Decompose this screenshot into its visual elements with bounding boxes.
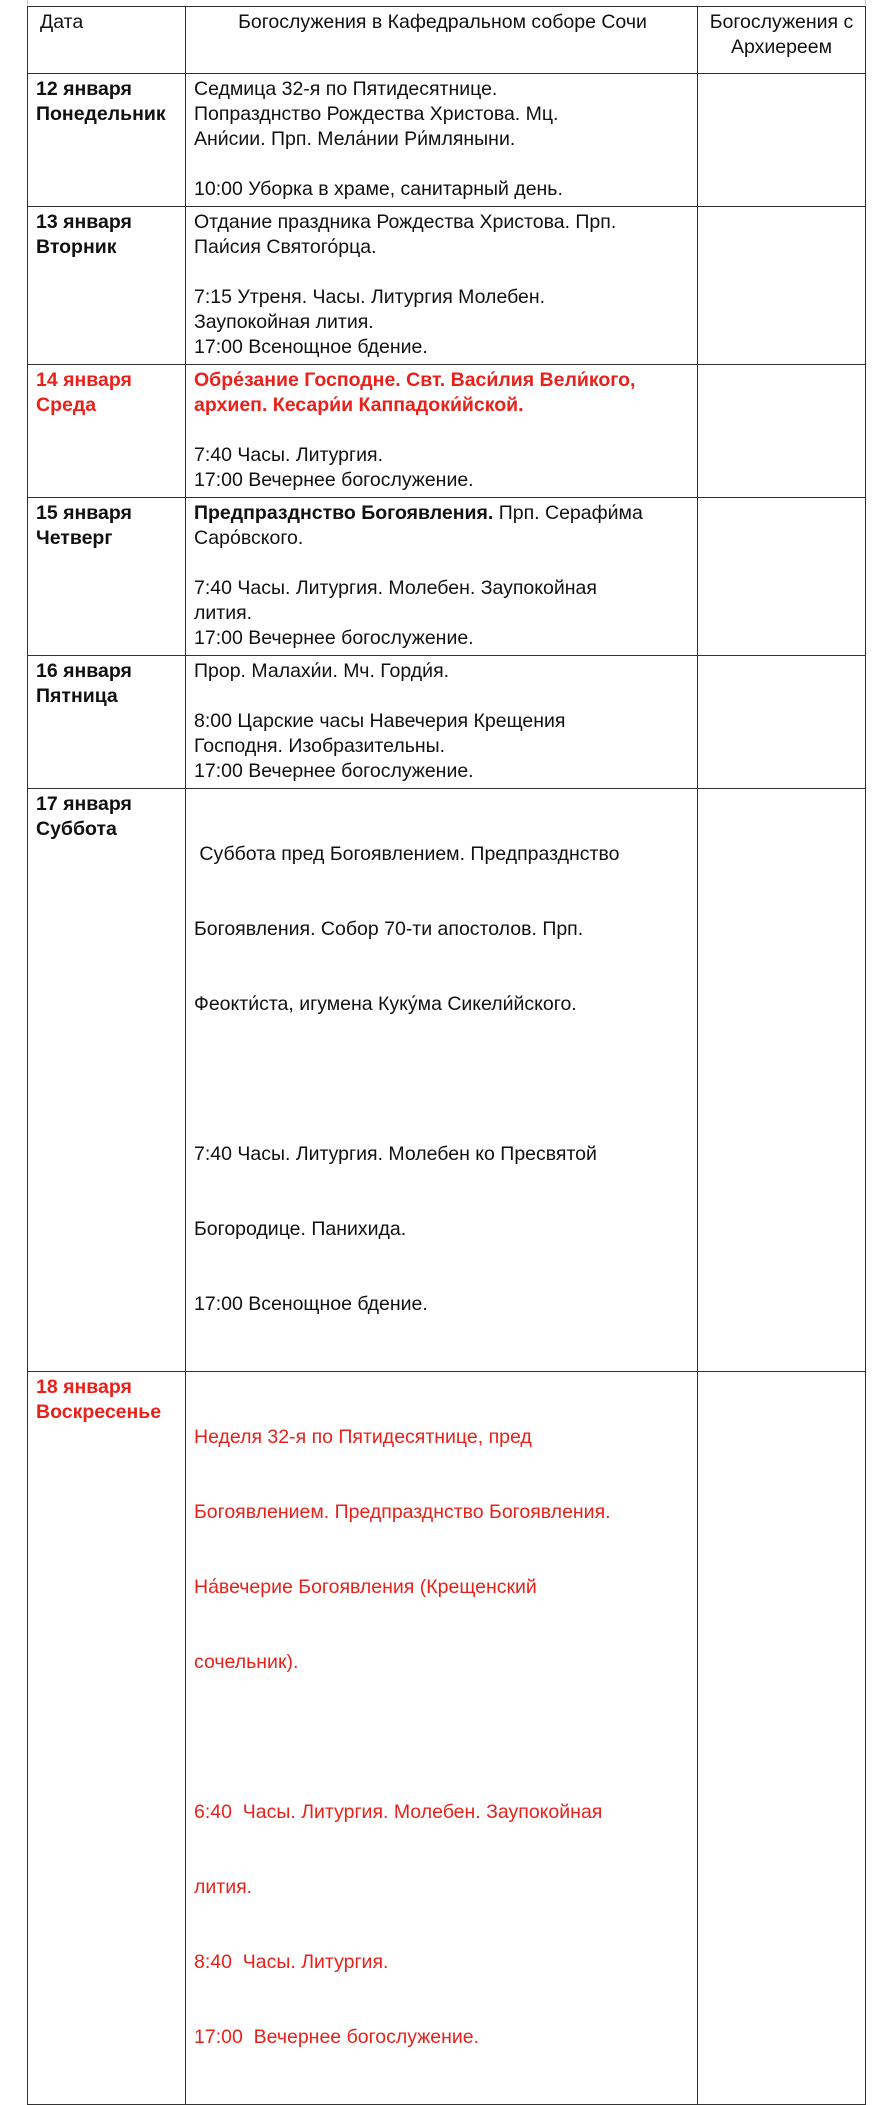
table-row (28, 365, 866, 498)
day-weekday: Среда (36, 394, 97, 416)
schedule-line: 8:40 Часы. Литургия. (194, 1951, 389, 1973)
feast-line: Паи́сия Святого́рца. (194, 236, 377, 258)
feast-line (194, 501, 691, 526)
day-date: 15 января (36, 502, 132, 524)
schedule-line: лития. (194, 602, 253, 624)
schedule-line: 6:40 Часы. Литургия. Молебен. Заупокойная (194, 1801, 603, 1823)
feast-line: сочельник). (194, 1651, 299, 1673)
schedule-line: Богородице. Панихида. (194, 1218, 407, 1240)
day-date: 17 января (36, 793, 132, 815)
bishop-cell (698, 74, 866, 207)
bishop-cell (698, 1372, 866, 2105)
schedule-line: 7:40 Часы. Литургия. (194, 444, 384, 466)
service-cell (186, 1372, 698, 2105)
service-cell (186, 789, 698, 1372)
day-weekday: Пятница (36, 685, 118, 707)
service-cell (186, 365, 698, 498)
bishop-cell (698, 365, 866, 498)
table-row (28, 789, 866, 1372)
schedule-line: 17:00 Всенощное бдение. (194, 1293, 428, 1315)
day-date: 16 января (36, 660, 132, 682)
feast-line: Саро́вского. (194, 527, 304, 549)
feast-text: Прп. Серафи́ма (493, 502, 643, 524)
schedule-line: 17:00 Вечернее богослужение. (194, 627, 474, 649)
feast-line: Феокти́ста, игумена Куку́ма Сикели́йского. (194, 993, 577, 1015)
header-row (28, 7, 866, 74)
table-row (28, 656, 866, 789)
header-date: Дата (28, 7, 186, 74)
schedule-table (27, 6, 866, 2105)
feast-line: Ани́сии. Прп. Мела́нии Ри́мляныни. (194, 128, 516, 150)
schedule-line: 8:00 Царские часы Навечерия Крещения (194, 710, 566, 732)
service-cell (186, 207, 698, 365)
schedule-line: 7:15 Утреня. Часы. Литургия Молебен. (194, 286, 546, 308)
day-weekday: Понедельник (36, 103, 166, 125)
day-weekday: Воскресенье (36, 1401, 162, 1423)
date-cell (28, 789, 186, 1372)
feast-line: На́вечерие Богоявления (Крещенский (194, 1576, 537, 1598)
header-bishop: Богослужения с Архиереем (698, 7, 866, 74)
bishop-cell (698, 656, 866, 789)
date-cell (28, 207, 186, 365)
schedule-line: 17:00 Вечернее богослужение. (194, 760, 474, 782)
feast-line: Неделя 32-я по Пятидесятнице, пред (194, 1426, 532, 1448)
date-cell (28, 1372, 186, 2105)
service-cell (186, 498, 698, 656)
table-row (28, 498, 866, 656)
date-cell (28, 498, 186, 656)
day-weekday: Вторник (36, 236, 117, 258)
feast-line: Богоявлением. Предпразднство Богоявления. (194, 1501, 611, 1523)
service-cell (186, 74, 698, 207)
day-date: 14 января (36, 369, 132, 391)
schedule-line: 17:00 Вечернее богослужение. (194, 469, 474, 491)
schedule-line: Заупокойная лития. (194, 311, 374, 333)
schedule-line: 7:40 Часы. Литургия. Молебен. Заупокойная (194, 577, 597, 599)
feast-line: Прор. Малахи́и. Мч. Горди́я. (194, 660, 450, 682)
feast-line: архиеп. Кесари́и Каппадоки́йской. (194, 394, 524, 416)
day-date: 18 января (36, 1376, 132, 1398)
table-row (28, 1372, 866, 2105)
feast-line: Суббота пред Богоявлением. Предпразднство (194, 843, 620, 865)
table-row (28, 207, 866, 365)
feast-line: Седмица 32-я по Пятидесятнице. (194, 78, 498, 100)
feast-line: Богоявления. Собор 70-ти апостолов. Прп. (194, 918, 584, 940)
schedule-line: 17:00 Всенощное бдение. (194, 336, 428, 358)
schedule-line: 7:40 Часы. Литургия. Молебен ко Пресвятой (194, 1143, 597, 1165)
feast-line: Обре́зание Господне. Свт. Васи́лия Вели́кого, (194, 369, 636, 391)
bishop-cell (698, 207, 866, 365)
date-cell (28, 656, 186, 789)
service-cell (186, 656, 698, 789)
day-date: 13 января (36, 211, 132, 233)
bishop-cell (698, 498, 866, 656)
schedule-line: Господня. Изобразительны. (194, 735, 446, 757)
schedule-line: 17:00 Вечернее богослужение. (194, 2026, 480, 2048)
schedule-line: 10:00 Уборка в храме, санитарный день. (194, 178, 563, 200)
date-cell (28, 365, 186, 498)
day-weekday: Четверг (36, 527, 113, 549)
feast-line: Отдание праздника Рождества Христова. Прп. (194, 211, 617, 233)
header-services: Богослужения в Кафедральном соборе Сочи (186, 7, 698, 74)
bishop-cell (698, 789, 866, 1372)
day-date: 12 января (36, 78, 132, 100)
date-cell (28, 74, 186, 207)
feast-line: Попразднство Рождества Христова. Мц. (194, 103, 559, 125)
schedule-line: лития. (194, 1876, 253, 1898)
feast-bold-text: Предпразднство Богоявления. (194, 502, 494, 524)
table-row (28, 74, 866, 207)
day-weekday: Суббота (36, 818, 117, 840)
